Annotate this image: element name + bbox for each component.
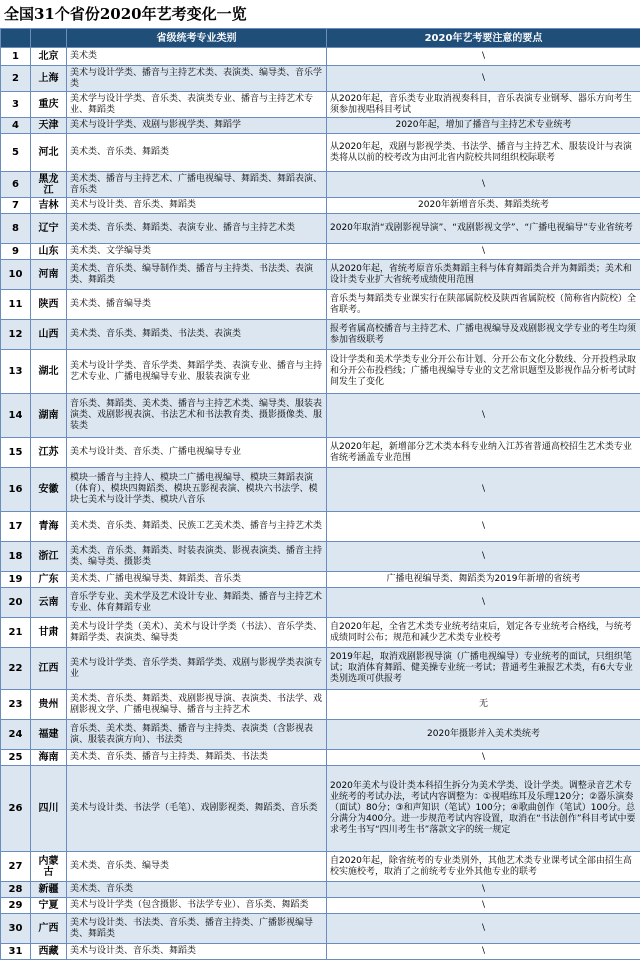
row-number: 3 xyxy=(1,92,31,118)
header-province xyxy=(31,29,67,48)
row-categories: 美术与设计类、音乐类、广播电视编导专业 xyxy=(67,438,327,468)
row-number: 26 xyxy=(1,766,31,852)
table-row xyxy=(1,750,640,766)
row-notes: \ xyxy=(327,882,640,898)
row-province: 四川 xyxy=(31,766,67,852)
table-row xyxy=(1,92,640,118)
row-province: 天津 xyxy=(31,118,67,134)
row-number: 10 xyxy=(1,260,31,290)
row-notes: 自2020年起，除省统考的专业类别外，其他艺术类专业课考试全部由招生高校实施校考，取消了之前统考专业外其他专业的联考 xyxy=(327,852,640,882)
table-row xyxy=(1,512,640,542)
table-body xyxy=(1,48,640,960)
table-row xyxy=(1,648,640,690)
row-province: 陕西 xyxy=(31,290,67,320)
row-categories: 美术与设计学类（包含摄影、书法学专业）、音乐类、舞蹈类 xyxy=(67,898,327,914)
row-categories: 美术类、音乐类、舞蹈类、时装表演类、影视表演类、播音主持类、编导类、摄影类 xyxy=(67,542,327,572)
row-number: 21 xyxy=(1,618,31,648)
table-row xyxy=(1,394,640,438)
row-categories: 美术类、音乐类、舞蹈类、表演专业、播音与主持艺术类 xyxy=(67,214,327,244)
row-number: 29 xyxy=(1,898,31,914)
table-row xyxy=(1,572,640,588)
row-number: 4 xyxy=(1,118,31,134)
row-categories: 美术与设计类、音乐类、舞蹈类 xyxy=(67,198,327,214)
row-province: 黑龙江 xyxy=(31,172,67,198)
row-categories: 美术与设计类、音乐类、舞蹈类 xyxy=(67,944,327,960)
table-row xyxy=(1,214,640,244)
table-header-row xyxy=(1,29,640,48)
row-province: 湖南 xyxy=(31,394,67,438)
row-province: 吉林 xyxy=(31,198,67,214)
row-province: 江苏 xyxy=(31,438,67,468)
table-row xyxy=(1,766,640,852)
row-notes: 从2020年起，戏剧与影视学类、书法学、播音与主持艺术、服装设计与表演类将从以前的校考改为由河北省内院校共同组织校际联考 xyxy=(327,134,640,172)
header-number xyxy=(1,29,31,48)
row-number: 28 xyxy=(1,882,31,898)
table-row xyxy=(1,48,640,66)
table-row xyxy=(1,198,640,214)
row-notes: 广播电视编导类、舞蹈类为2019年新增的省统考 xyxy=(327,572,640,588)
row-categories: 美术类、音乐类、编导类 xyxy=(67,852,327,882)
row-notes: \ xyxy=(327,898,640,914)
row-categories: 美术与设计学类、音乐学类、舞蹈学类、表演专业、播音与主持艺术专业、广播电视编导专业、服装表演专业 xyxy=(67,350,327,394)
row-number: 23 xyxy=(1,690,31,720)
row-province: 广东 xyxy=(31,572,67,588)
row-province: 贵州 xyxy=(31,690,67,720)
row-categories: 美术类、音乐类、播音与主持类、舞蹈类、书法类 xyxy=(67,750,327,766)
row-province: 江西 xyxy=(31,648,67,690)
row-number: 19 xyxy=(1,572,31,588)
row-categories: 美术类、音乐类 xyxy=(67,882,327,898)
art-exam-table xyxy=(0,28,640,960)
row-notes: \ xyxy=(327,588,640,618)
row-number: 5 xyxy=(1,134,31,172)
row-notes: \ xyxy=(327,944,640,960)
row-notes: 设计学类和美术学类专业分开公布计划、分开公布文化分数线、分开投档录取和分开公布投档线；广播电视编导专业的文艺常识题型及影视作品分析考试时间发生了变化 xyxy=(327,350,640,394)
row-number: 6 xyxy=(1,172,31,198)
table-row xyxy=(1,350,640,394)
row-number: 15 xyxy=(1,438,31,468)
header-notes: 2020年艺考要注意的要点 xyxy=(327,29,640,48)
table-row xyxy=(1,290,640,320)
row-number: 9 xyxy=(1,244,31,260)
table-row xyxy=(1,852,640,882)
row-notes: 无 xyxy=(327,690,640,720)
row-province: 河北 xyxy=(31,134,67,172)
table-row xyxy=(1,720,640,750)
row-number: 27 xyxy=(1,852,31,882)
table-row xyxy=(1,898,640,914)
row-categories: 美术与设计学类（美术）、美术与设计学类（书法）、音乐学类、舞蹈学类、表演类、编导类 xyxy=(67,618,327,648)
row-province: 河南 xyxy=(31,260,67,290)
row-notes: \ xyxy=(327,750,640,766)
row-categories: 美术类、广播电视编导类、舞蹈类、音乐类 xyxy=(67,572,327,588)
row-province: 北京 xyxy=(31,48,67,66)
row-categories: 美术类 xyxy=(67,48,327,66)
row-categories: 音乐学专业、美术学及艺术设计专业、舞蹈类、播音与主持艺术专业、体育舞蹈专业 xyxy=(67,588,327,618)
row-number: 20 xyxy=(1,588,31,618)
row-province: 甘肃 xyxy=(31,618,67,648)
row-province: 青海 xyxy=(31,512,67,542)
header-categories: 省级统考专业类别 xyxy=(67,29,327,48)
row-province: 福建 xyxy=(31,720,67,750)
row-notes: \ xyxy=(327,468,640,512)
row-province: 新疆 xyxy=(31,882,67,898)
row-categories: 美术类、播音与主持艺术、广播电视编导、舞蹈类、舞蹈表演、音乐类 xyxy=(67,172,327,198)
row-notes: 从2020年起，音乐类专业取消视奏科目，音乐表演专业钢琴、器乐方向考生须参加视唱科目考试 xyxy=(327,92,640,118)
table-row xyxy=(1,944,640,960)
row-notes: 从2020年起，新增部分艺术类本科专业纳入江苏省普通高校招生艺术类专业省统考涵盖专业范围 xyxy=(327,438,640,468)
table-row xyxy=(1,588,640,618)
row-categories: 音乐类、舞蹈类、美术类、播音与主持艺术类、编导类、服装表演类、戏剧影视表演、书法艺术和书法教育类、摄影摄像类、服装类 xyxy=(67,394,327,438)
row-categories: 模块一播音与主持人、模块二广播电视编导、模块三舞蹈表演（体育）、模块四舞蹈类、模块五影视表演、模块六书法学、模块七美术与设计学类、模块八音乐 xyxy=(67,468,327,512)
row-categories: 美术与设计类、书法类、音乐类、播音主持类、广播影视编导类、舞蹈类 xyxy=(67,914,327,944)
table-row xyxy=(1,618,640,648)
row-province: 宁夏 xyxy=(31,898,67,914)
row-province: 湖北 xyxy=(31,350,67,394)
row-notes: \ xyxy=(327,914,640,944)
row-notes: \ xyxy=(327,244,640,260)
row-notes: 2019年起，取消戏剧影视导演（广播电视编导）专业统考的面试，只组织笔试；取消体育舞蹈、健美操专业统一考试；普通考生兼报艺术类，有6大专业类别选项可供报考 xyxy=(327,648,640,690)
row-number: 11 xyxy=(1,290,31,320)
row-categories: 美术与设计学类、音乐学类、舞蹈学类、戏剧与影视学类表演专业 xyxy=(67,648,327,690)
row-number: 1 xyxy=(1,48,31,66)
row-categories: 美术类、音乐类、编导制作类、播音与主持类、书法类、表演类、舞蹈类 xyxy=(67,260,327,290)
row-province: 海南 xyxy=(31,750,67,766)
row-notes: 2020年起，增加了播音与主持艺术专业统考 xyxy=(327,118,640,134)
row-categories: 美术学与设计学类、音乐类、表演类专业、播音与主持艺术专业、舞蹈类 xyxy=(67,92,327,118)
row-notes: 自2020年起，全省艺术类专业统考结束后，划定各专业统考合格线，与统考成绩同时公布；规范和减少艺术类专业校考 xyxy=(327,618,640,648)
row-notes: \ xyxy=(327,172,640,198)
table-row xyxy=(1,118,640,134)
row-notes: \ xyxy=(327,512,640,542)
row-notes: \ xyxy=(327,66,640,92)
row-categories: 美术类、音乐类、舞蹈类、戏剧影视导演、表演类、书法学、戏剧影视文学、广播电视编导、播音与主持艺术 xyxy=(67,690,327,720)
row-categories: 音乐类、美术类、舞蹈类、播音与主持类、表演类（含影视表演、服装表演方向）、书法类 xyxy=(67,720,327,750)
table-row xyxy=(1,66,640,92)
row-categories: 美术类、播音编导类 xyxy=(67,290,327,320)
table-row xyxy=(1,244,640,260)
row-province: 上海 xyxy=(31,66,67,92)
row-notes: 音乐类与舞蹈类专业课实行在陕部属院校及陕西省属院校（简称省内院校）全省联考。 xyxy=(327,290,640,320)
row-number: 8 xyxy=(1,214,31,244)
page-title: 全国31个省份2020年艺考变化一览 xyxy=(0,0,640,28)
row-province: 山西 xyxy=(31,320,67,350)
table-row xyxy=(1,320,640,350)
row-province: 内蒙古 xyxy=(31,852,67,882)
row-province: 广西 xyxy=(31,914,67,944)
row-province: 安徽 xyxy=(31,468,67,512)
row-province: 辽宁 xyxy=(31,214,67,244)
row-number: 2 xyxy=(1,66,31,92)
row-province: 西藏 xyxy=(31,944,67,960)
table-row xyxy=(1,260,640,290)
row-province: 云南 xyxy=(31,588,67,618)
row-number: 13 xyxy=(1,350,31,394)
row-categories: 美术类、音乐类、舞蹈类、书法类、表演类 xyxy=(67,320,327,350)
row-notes: \ xyxy=(327,48,640,66)
table-row xyxy=(1,914,640,944)
row-number: 25 xyxy=(1,750,31,766)
row-notes: \ xyxy=(327,394,640,438)
row-notes: 2020年美术与设计类本科招生拆分为美术学类、设计学类。调整录音艺术专业统考的考试办法，考试内容调整为：①视唱练耳及乐理120分；②器乐演奏（面试）80分；③和声知识（笔试）100分；④歌曲创作（笔试）100分。总分满分为400分。进一步规范考试内容设置，取消在“书法创作”科目考试中要求考生书写“四川考生书”落款文字的统一规定 xyxy=(327,766,640,852)
row-number: 16 xyxy=(1,468,31,512)
row-number: 12 xyxy=(1,320,31,350)
row-province: 浙江 xyxy=(31,542,67,572)
row-notes: 报考省属高校播音与主持艺术、广播电视编导及戏剧影视文学专业的考生均须参加省级联考 xyxy=(327,320,640,350)
row-notes: 2020年摄影并入美术类统考 xyxy=(327,720,640,750)
row-number: 31 xyxy=(1,944,31,960)
row-province: 重庆 xyxy=(31,92,67,118)
row-notes: 2020年取消“戏剧影视导演”、“戏剧影视文学”、“广播电视编导”专业省统考 xyxy=(327,214,640,244)
row-number: 17 xyxy=(1,512,31,542)
table-row xyxy=(1,438,640,468)
row-province: 山东 xyxy=(31,244,67,260)
row-categories: 美术与设计类、书法学（毛笔）、戏剧影视类、舞蹈类、音乐类 xyxy=(67,766,327,852)
table-row xyxy=(1,882,640,898)
table-row xyxy=(1,690,640,720)
row-number: 18 xyxy=(1,542,31,572)
row-categories: 美术类、音乐类、舞蹈类 xyxy=(67,134,327,172)
table-row xyxy=(1,468,640,512)
row-number: 22 xyxy=(1,648,31,690)
table-row xyxy=(1,134,640,172)
row-categories: 美术类、文学编导类 xyxy=(67,244,327,260)
row-number: 30 xyxy=(1,914,31,944)
table-row xyxy=(1,542,640,572)
row-categories: 美术与设计学类、播音与主持艺术类、表演类、编导类、音乐学类 xyxy=(67,66,327,92)
row-number: 7 xyxy=(1,198,31,214)
row-notes: \ xyxy=(327,542,640,572)
row-categories: 美术与设计学类、戏剧与影视学类、舞蹈学 xyxy=(67,118,327,134)
row-categories: 美术类、音乐类、舞蹈类、民族工艺美术类、播音与主持艺术类 xyxy=(67,512,327,542)
row-notes: 2020年新增音乐类、舞蹈类统考 xyxy=(327,198,640,214)
table-row xyxy=(1,172,640,198)
row-notes: 从2020年起，省统考原音乐类舞蹈主科与体育舞蹈类合并为舞蹈类；美术和设计类专业扩大省统考成绩使用范围 xyxy=(327,260,640,290)
row-number: 24 xyxy=(1,720,31,750)
row-number: 14 xyxy=(1,394,31,438)
